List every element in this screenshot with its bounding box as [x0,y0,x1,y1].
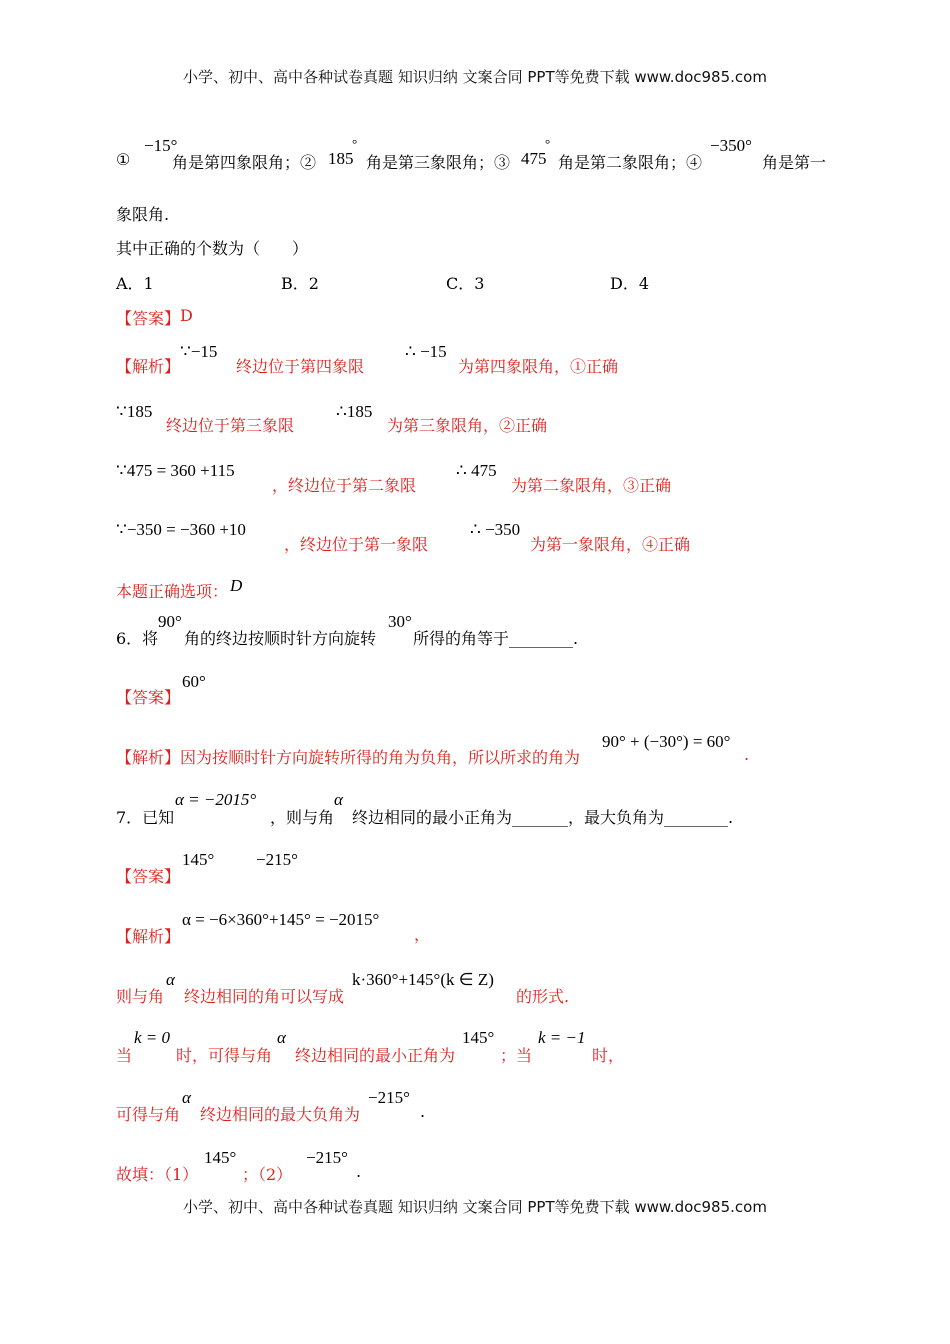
q7-l4-math-1: α [182,1088,191,1107]
q7-l2-text-2: 终边相同的角可以写成 [184,987,345,1006]
q5-text-4: 角是第一 [762,153,827,172]
q7-l4-text-3: . [420,1102,426,1121]
q7-explanation-label: 【解析】 [116,927,181,946]
answer-label: 【答案】 [116,309,181,328]
q7-l5-text-1: 故填：（1） [116,1165,199,1184]
q5-r3-text2: 为第二象限角，③正确 [511,476,672,495]
q6-explanation-math: 90° + (−30°) = 60° [602,732,731,751]
q6-answer-label: 【答案】 [116,688,181,707]
q6-text-2: 角的终边按顺时针方向旋转 [184,629,377,648]
q7-l3-text-4: ；当 [500,1046,533,1065]
q5-r1-math2: ∴ −15 [405,342,447,361]
q5-final-text: 本题正确选项： [116,582,229,601]
q6-explanation-label: 【解析】 [116,748,181,767]
q7-l2-math-1: α [166,970,175,989]
q5-r4-math2: ∴ −350 [470,520,521,539]
q7-l4-text-1: 可得与角 [116,1105,181,1124]
q6-math-1: 90° [158,612,182,631]
q7-l5-text-2: ；（2） [242,1165,293,1184]
q5-r1-text2: 为第四象限角，①正确 [458,357,619,376]
q7-math-1: α = −2015° [175,790,257,809]
option-b: B．2 [281,274,319,293]
q5-r2-math2: ∴185 [336,402,373,421]
q5-math-1: −15° [144,136,178,155]
q5-text-3: 角是第二象限角；④ [558,153,703,172]
q5-r2-text: 终边位于第三象限 [166,416,295,435]
explanation-label: 【解析】 [116,357,181,376]
page-header: 小学、初中、高中各种试卷真题 知识归纳 文案合同 PPT等免费下载 www.doc985.com [183,68,767,86]
q5-continued: 象限角. [116,205,170,224]
option-a: A．1 [116,274,154,293]
q7-l3-text-3: 终边相同的最小正角为 [295,1046,456,1065]
q7-l2-text-1: 则与角 [116,987,165,1006]
page-footer: 小学、初中、高中各种试卷真题 知识归纳 文案合同 PPT等免费下载 www.doc985.com [183,1198,767,1216]
q7-text-1: 7．已知 [116,808,175,827]
q5-ask: 其中正确的个数为（ ） [116,239,309,258]
q5-r2-math: ∵185 [116,402,153,421]
option-d: D．4 [610,274,650,293]
q7-l3-text-5: 时， [592,1046,625,1065]
q5-math-2: 185 [328,149,354,168]
q7-l3-text-1: 当 [116,1046,133,1065]
option-c: C．3 [446,274,485,293]
q5-marker: ① [116,150,131,169]
q7-l3-math-1: k = 0 [134,1028,171,1047]
q7-l3-math-2: α [277,1028,286,1047]
q5-r1-text: 终边位于第四象限 [236,357,365,376]
q5-r4-math: ∵−350 = −360 +10 [116,520,246,539]
q7-l5-text-3: . [356,1162,362,1181]
q7-explanation-comma: ， [414,925,431,944]
q5-r4-text: ，终边位于第一象限 [284,535,429,554]
q5-math-4: −350° [710,136,752,155]
q7-l2-text-3: 的形式. [516,987,570,1006]
q7-answer-2: −215° [256,850,298,869]
q7-answer-label: 【答案】 [116,867,181,886]
q5-deg-3: ° [545,136,551,151]
q6-explanation-text: 因为按顺时针方向旋转所得的角为负角，所以所求的角为 [180,748,581,767]
q7-text-3: 终边相同的最小正角为_______，最大负角为________. [352,808,734,827]
q7-l3-math-4: k = −1 [538,1028,586,1047]
q5-r2-text2: 为第三象限角，②正确 [387,416,548,435]
q5-r1-math: ∵−15 [180,342,218,361]
q5-r3-text: ，终边位于第二象限 [272,476,417,495]
q7-l3-math-3: 145° [462,1028,495,1047]
q5-r3-math: ∵475 = 360 +115 [116,461,235,480]
q6-text-1: 6．将 [116,629,159,648]
q7-l4-math-2: −215° [368,1088,410,1107]
q6-answer-value: 60° [182,672,206,691]
q5-r3-math2: ∴ 475 [456,461,497,480]
q5-final-math: D [230,576,243,595]
q5-math-3: 475 [521,149,547,168]
q7-l5-math-1: 145° [204,1148,237,1167]
q7-l2-math-2: k·360°+145°(k ∈ Z) [352,970,494,989]
q6-math-2: 30° [388,612,412,631]
q7-explanation-math: α = −6×360°+145° = −2015° [182,910,380,929]
answer-value: D [180,306,193,325]
q7-l5-math-2: −215° [306,1148,348,1167]
q6-text-3: 所得的角等于________. [413,629,579,648]
q5-r4-text2: 为第一象限角，④正确 [530,535,691,554]
q7-answer-1: 145° [182,850,215,869]
q5-deg-2: ° [352,136,358,151]
q6-explanation-end: . [744,745,750,764]
q7-text-2: ，则与角 [270,808,335,827]
q5-text-2: 角是第三象限角；③ [366,153,511,172]
q7-l3-text-2: 时，可得与角 [176,1046,273,1065]
q7-math-2: α [334,790,343,809]
q7-l4-text-2: 终边相同的最大负角为 [200,1105,361,1124]
q5-text-1: 角是第四象限角；② [172,153,317,172]
